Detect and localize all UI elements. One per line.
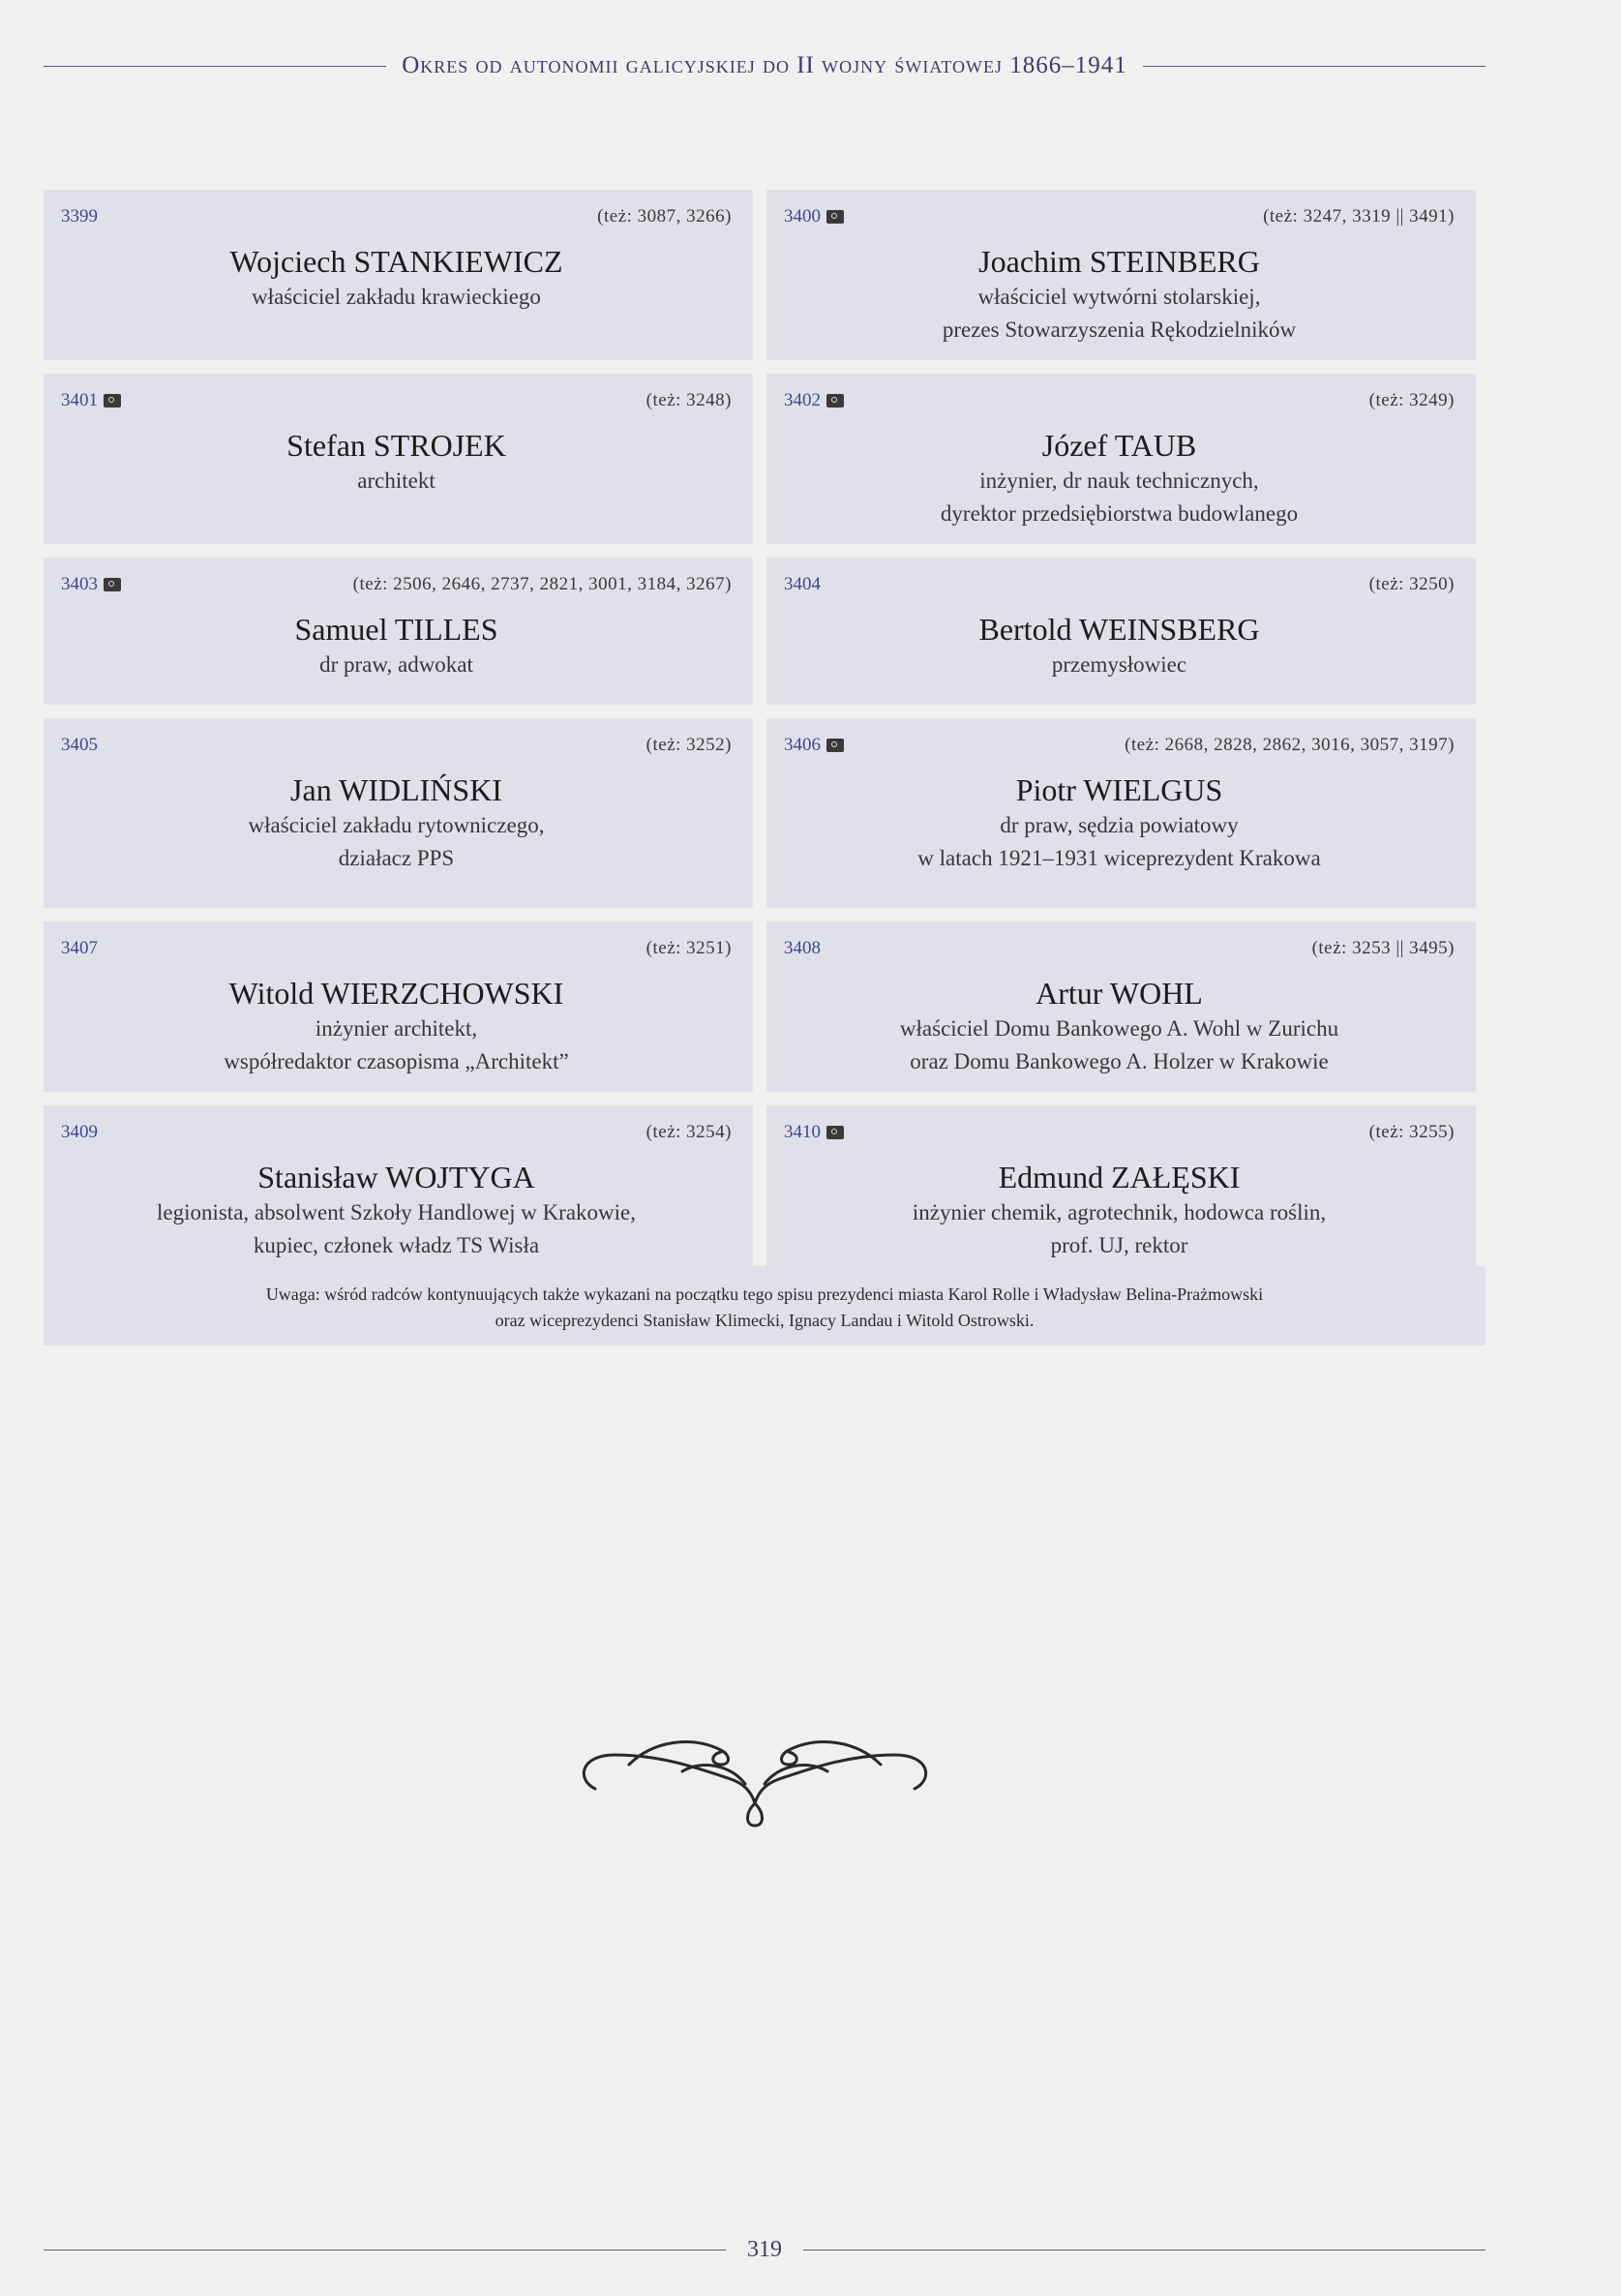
- note-line-2: oraz wiceprezydenci Stanisław Klimecki, Ignacy Landau i Witold Ostrowski.: [495, 1311, 1035, 1330]
- entry-cross-reference: (też: 3253 || 3495): [1311, 938, 1455, 958]
- entry-name: Stefan STROJEK: [286, 428, 506, 463]
- entry-number-text: 3402: [784, 390, 821, 410]
- entry-cross-reference: (też: 2506, 2646, 2737, 2821, 3001, 3184, 3267): [352, 574, 732, 594]
- entry-number: [61, 390, 121, 411]
- entry-card: [44, 374, 753, 544]
- entry-description-line: inżynier architekt,: [315, 1016, 478, 1041]
- entry-card: [766, 190, 1476, 360]
- camera-icon: [826, 739, 844, 752]
- entry-body: [61, 387, 732, 498]
- entry-cross-reference: (też: 2668, 2828, 2862, 3016, 3057, 3197): [1125, 735, 1455, 755]
- entry-description-line: właściciel wytwórni stolarskiej,: [977, 285, 1261, 309]
- running-header: [44, 46, 1486, 85]
- running-header-title: Okres od autonomii galicyjskiej do II wojny światowej 1866–1941: [402, 52, 1127, 78]
- entry-card: [766, 1105, 1476, 1276]
- entry-number-text: 3403: [61, 574, 98, 594]
- entry-description-line: prezes Stowarzyszenia Rękodzielników: [942, 317, 1297, 342]
- camera-icon: [104, 394, 121, 408]
- entry-card: [766, 558, 1476, 705]
- entry-card: [44, 718, 753, 908]
- entry-card: [766, 718, 1476, 908]
- entry-number-text: 3406: [784, 735, 821, 755]
- header-rule-right: [1143, 66, 1486, 67]
- entry-card: [766, 921, 1476, 1092]
- entry-cross-reference: (też: 3255): [1368, 1122, 1455, 1142]
- entry-description-line: właściciel Domu Bankowego A. Wohl w Zurichu: [899, 1016, 1339, 1041]
- entry-body: [61, 935, 732, 1078]
- entry-description-line: kupiec, członek władz TS Wisła: [253, 1233, 540, 1257]
- entry-description-line: współredaktor czasopisma „Architekt”: [224, 1049, 569, 1073]
- entry-description-line: prof. UJ, rektor: [1050, 1233, 1188, 1257]
- entry-number: [784, 390, 844, 411]
- entry-name: Piotr WIELGUS: [1015, 772, 1223, 807]
- entry-cross-reference: (też: 3254): [645, 1122, 732, 1142]
- entry-number: [61, 1122, 98, 1143]
- entry-body: [61, 732, 732, 875]
- entry-number-text: 3401: [61, 390, 98, 410]
- entry-description-line: właściciel zakładu rytowniczego,: [248, 813, 545, 837]
- entry-description-line: przemysłowiec: [1051, 652, 1187, 677]
- entry-name: Bertold WEINSBERG: [978, 612, 1260, 647]
- entry-number-text: 3400: [784, 206, 821, 227]
- entry-number: [61, 206, 98, 227]
- entry-number-text: 3404: [784, 574, 821, 594]
- note-line-1: Uwaga: wśród radców kontynuujących także wykazani na początku tego spisu prezydenci miasta Karol Rolle i Władysław Belina-Prażmowski: [265, 1284, 1264, 1304]
- entry-name: Józef TAUB: [1041, 428, 1197, 463]
- page-number: 319: [747, 2236, 782, 2262]
- footer-rule-left: [44, 2250, 726, 2251]
- entry-body: [784, 571, 1455, 681]
- entry-name: Wojciech STANKIEWICZ: [229, 244, 563, 279]
- entry-cross-reference: (też: 3251): [645, 938, 732, 958]
- entry-description-line: dr praw, adwokat: [319, 652, 473, 677]
- entry-name: Artur WOHL: [1036, 976, 1203, 1011]
- entry-description-line: działacz PPS: [338, 846, 455, 870]
- entry-cross-reference: (też: 3087, 3266): [597, 206, 732, 227]
- entry-name: Jan WIDLIŃSKI: [290, 772, 502, 807]
- entry-name: Edmund ZAŁĘSKI: [998, 1160, 1241, 1194]
- entry-cross-reference: (też: 3250): [1368, 574, 1455, 594]
- entry-body: [784, 387, 1455, 530]
- entry-number-text: 3399: [61, 206, 98, 227]
- note-box: [44, 1266, 1486, 1345]
- entry-card: [44, 1105, 753, 1276]
- entry-card: [44, 190, 753, 360]
- entry-name: Joachim STEINBERG: [978, 244, 1260, 279]
- entry-name: Stanisław WOJTYGA: [257, 1160, 535, 1194]
- entry-number-text: 3405: [61, 735, 98, 755]
- entry-card: [44, 558, 753, 705]
- entry-number-text: 3407: [61, 938, 98, 958]
- entry-number: [784, 735, 844, 756]
- page-footer: [44, 2232, 1486, 2267]
- entry-number-text: 3408: [784, 938, 821, 958]
- entry-number-text: 3409: [61, 1122, 98, 1142]
- entry-name: Samuel TILLES: [294, 612, 498, 647]
- camera-icon: [104, 578, 121, 591]
- entry-description-line: właściciel zakładu krawieckiego: [252, 285, 541, 309]
- entry-description-line: oraz Domu Bankowego A. Holzer w Krakowie: [910, 1049, 1329, 1073]
- entry-cross-reference: (też: 3248): [645, 390, 732, 410]
- entry-description-line: inżynier chemik, agrotechnik, hodowca roślin,: [912, 1200, 1327, 1224]
- entry-number: [784, 938, 821, 959]
- entry-card: [766, 374, 1476, 544]
- entry-cross-reference: (też: 3249): [1368, 390, 1455, 410]
- camera-icon: [826, 210, 844, 224]
- entry-body: [784, 1119, 1455, 1262]
- header-rule-left: [44, 66, 386, 67]
- entry-number: [61, 735, 98, 756]
- entry-card: [44, 921, 753, 1092]
- entry-cross-reference: (też: 3247, 3319 || 3491): [1263, 206, 1455, 227]
- entry-description-line: dyrektor przedsiębiorstwa budowlanego: [940, 501, 1299, 526]
- entry-number-text: 3410: [784, 1122, 821, 1142]
- camera-icon: [826, 1126, 844, 1139]
- entry-number: [61, 938, 98, 959]
- entry-description-line: dr praw, sędzia powiatowy: [1000, 813, 1239, 837]
- entry-number: [61, 574, 121, 595]
- entry-description-line: legionista, absolwent Szkoły Handlowej w Krakowie,: [156, 1200, 637, 1224]
- entry-cross-reference: (też: 3252): [645, 735, 732, 755]
- entry-body: [61, 1119, 732, 1262]
- entry-description-line: inżynier, dr nauk technicznych,: [979, 468, 1259, 493]
- camera-icon: [826, 394, 844, 408]
- entry-description-line: w latach 1921–1931 wiceprezydent Krakowa: [917, 846, 1321, 870]
- entry-name: Witold WIERZCHOWSKI: [228, 976, 564, 1011]
- entry-number: [784, 1122, 844, 1143]
- ornament-flourish-icon: [537, 1711, 973, 1828]
- footer-rule-right: [803, 2250, 1486, 2251]
- entry-description-line: architekt: [357, 468, 435, 493]
- entry-number: [784, 574, 821, 595]
- entries-grid: [44, 190, 1486, 1276]
- entry-number: [784, 206, 844, 227]
